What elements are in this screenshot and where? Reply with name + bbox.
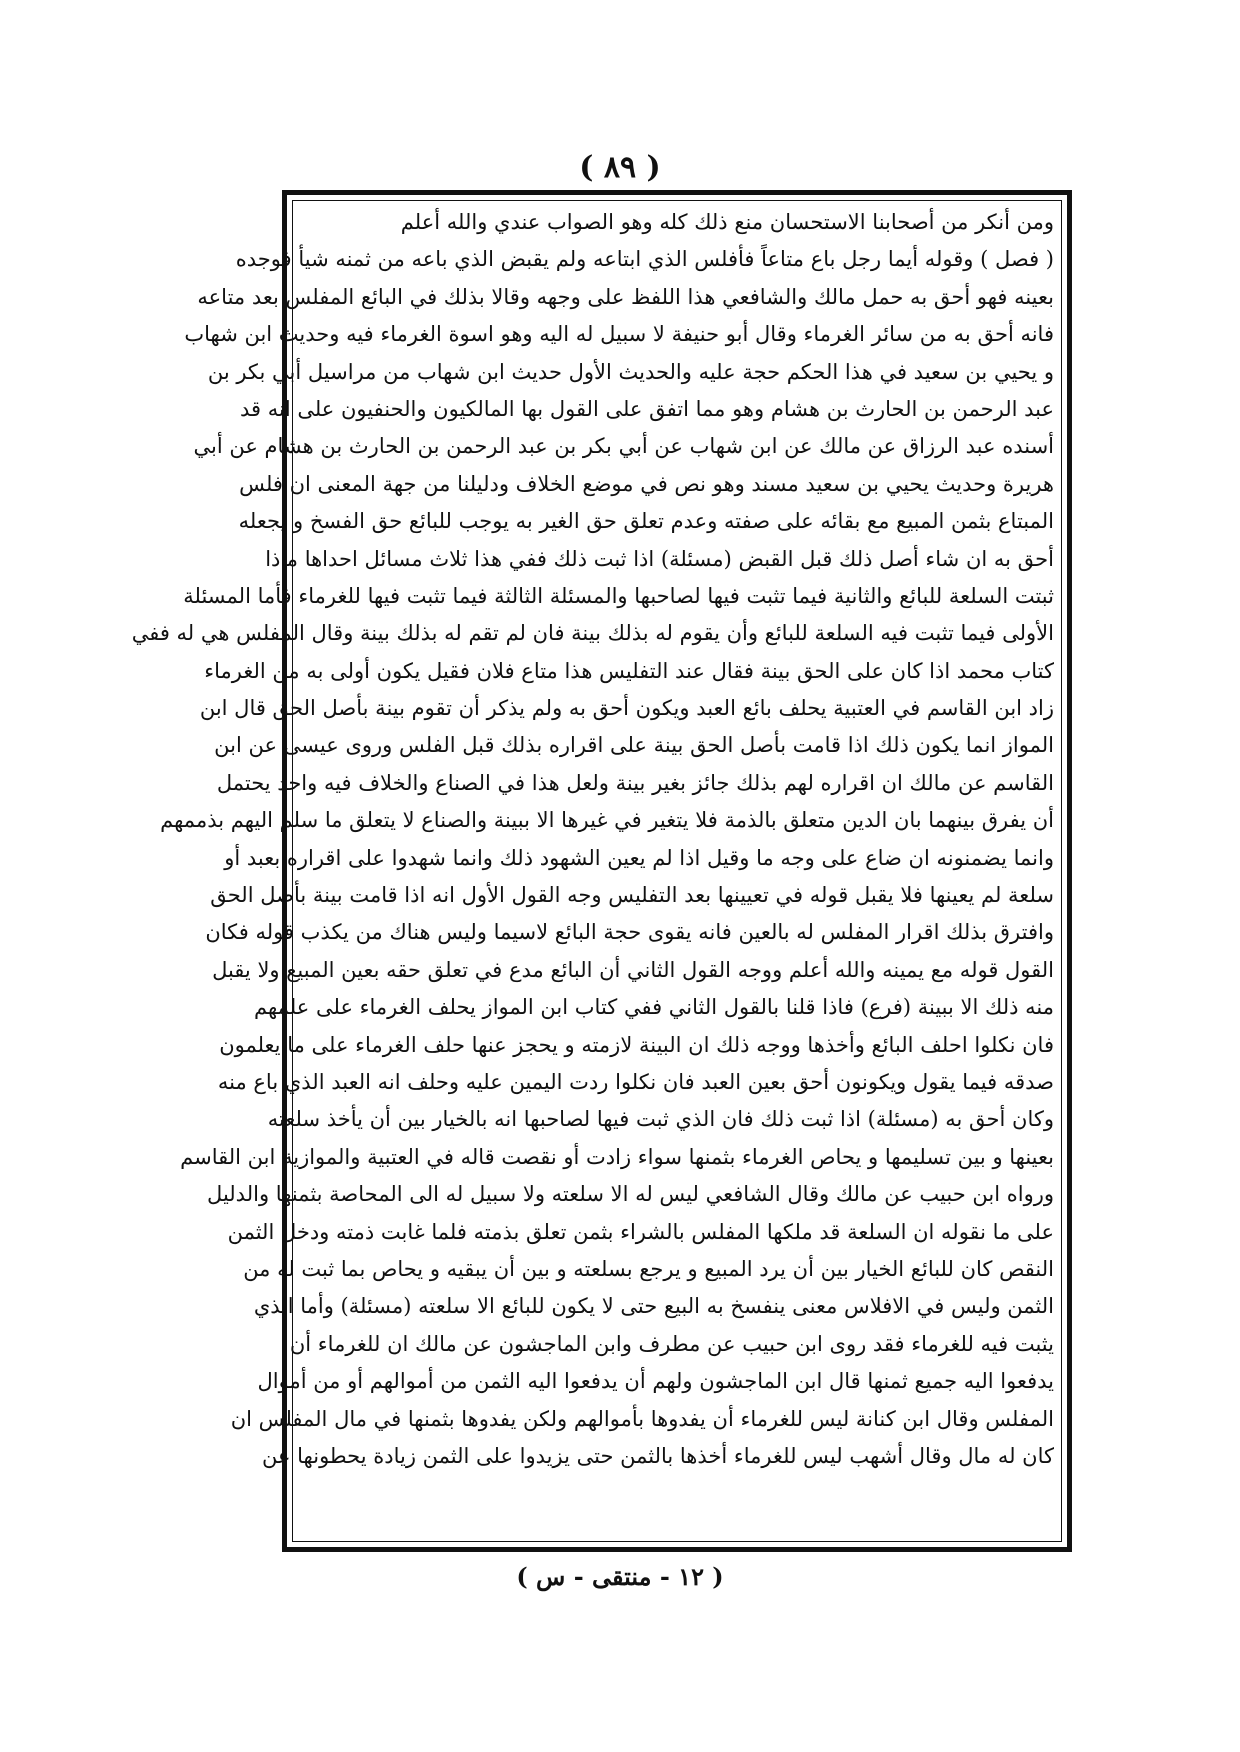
text-line: يدفعوا اليه جميع ثمنها قال ابن الماجشون ولهم أن يدفعوا اليه الثمن من أموالهم أو من أموال (257, 1369, 1054, 1394)
text-line: فان نكلوا احلف البائع وأخذها ووجه ذلك ان البينة لازمته و يحجز عنها حلف الغرماء على ما يعلمون (219, 1032, 1054, 1057)
text-line: هريرة وحديث يحيي بن سعيد مسند وهو نص في موضع الخلاف ودليلنا من جهة المعنى ان فلس (239, 471, 1054, 496)
text-line: وافترق بذلك اقرار المفلس له بالعين فانه يقوى حجة البائع لاسيما وليس هناك من يكذب قوله فكان (205, 920, 1054, 945)
text-line: على ما نقوله ان السلعة قد ملكها المفلس بالشراء بثمن تعلق بذمته فلما غابت ذمته ودخل الثمن (227, 1219, 1054, 1244)
text-line: النقص كان للبائع الخيار بين أن يرد المبيع و يرجع بسلعته و بين أن يبقيه و يحاص بما ثبت له من (243, 1256, 1054, 1281)
text-line: وانما يضمنونه ان ضاع على وجه ما وقيل اذا لم يعين الشهود ذلك وانما شهدوا على اقراره بعبد أو (224, 845, 1054, 870)
text-line: يثبت فيه للغرماء فقد روى ابن حبيب عن مطرف وابن الماجشون عن مالك ان للغرماء أن (289, 1331, 1054, 1356)
text-line: كتاب محمد اذا كان على الحق بينة فقال عند التفليس هذا متاع فلان فقيل يكون أولى به من الغرماء (204, 658, 1054, 683)
text-line: ( فصل ) وقوله أيما رجل باع متاعاً فأفلس الذي ابتاعه ولم يقبض الذي باعه من ثمنه شيأ فوجده (235, 247, 1054, 272)
text-line: بعينه فهو أحق به حمل مالك والشافعي هذا اللفظ على وجهه وقالا بذلك في البائع المفلس بعد متاعه (197, 284, 1054, 309)
text-line: المواز انما يكون ذلك اذا قامت بأصل الحق بينة على اقراره بذلك قبل الفلس وروى عيسى عن ابن (214, 733, 1054, 758)
text-line: وكان أحق به (مسئلة) اذا ثبت ذلك فان الذي ثبت فيها لصاحبها انه بالخيار بين أن يأخذ سلعته (267, 1107, 1054, 1132)
text-line: كان له مال وقال أشهب ليس للغرماء أخذها بالثمن حتى يزيدوا على الثمن زيادة يحطونها عن (261, 1443, 1054, 1468)
text-line: ورواه ابن حبيب عن مالك وقال الشافعي ليس له الا سلعته ولا سبيل له الى المحاصة بثمنها والدليل (207, 1182, 1054, 1207)
text-line: زاد ابن القاسم في العتبية يحلف بائع العبد ويكون أحق به ولم يذكر أن تقوم بينة بأصل الحق قال ابن (199, 696, 1054, 721)
text-line: أن يفرق بينهما بان الدين متعلق بالذمة فلا يتغير في غيرها الا ببينة والصناع لا يتعلق ما سلم اليهم بذممهم (160, 808, 1054, 833)
text-line: القول قوله مع يمينه والله أعلم ووجه القول الثاني أن البائع مدع في تعلق حقه بعين المبيع ولا يقبل (212, 957, 1054, 982)
footer-signature: ( ١٢ - منتقى - س ) (516, 1562, 724, 1591)
text-line: ومن أنكر من أصحابنا الاستحسان منع ذلك كله وهو الصواب عندي والله أعلم (400, 210, 1054, 234)
page-number: ( ٨٩ ) (579, 150, 661, 185)
text-line: أسنده عبد الرزاق عن مالك عن ابن شهاب عن أبي بكر بن عبد الرحمن بن الحارث بن هشام عن أبي (193, 434, 1054, 459)
text-line: المفلس وقال ابن كنانة ليس للغرماء أن يفدوها بأموالهم ولكن يفدوها بثمنها في مال المفلس ان (230, 1406, 1054, 1431)
text-line: أحق به ان شاء أصل ذلك قبل القبض (مسئلة) اذا ثبت ذلك ففي هذا ثلاث مسائل احداها ماذا (265, 546, 1054, 571)
text-line: عبد الرحمن بن الحارث بن هشام وهو مما اتفق على القول بها المالكيون والحنفيون على انه قد (240, 396, 1054, 421)
text-line: المبتاع بثمن المبيع مع بقائه على صفته وعدم تعلق حق الغير به يوجب للبائع حق الفسخ و يجعله (238, 509, 1054, 534)
text-line: و يحيي بن سعيد في هذا الحكم حجة عليه والحديث الأول حديث ابن شهاب من مراسيل أبي بكر بن (207, 359, 1054, 384)
text-line: ثبتت السلعة للبائع والثانية فيما تثبت فيها لصاحبها والمسئلة الثالثة فيما تثبت فيها للغرماء فأما المسئلة (183, 583, 1054, 608)
text-line: بعينها و بين تسليمها و يحاص الغرماء بثمنها سواء زادت أو نقصت قاله في العتبية والموازية ابن القاسم (180, 1144, 1054, 1169)
text-line: سلعة لم يعينها فلا يقبل قوله في تعيينها بعد التفليس وجه القول الأول انه اذا قامت بينة بأصل الحق (210, 883, 1054, 908)
text-line: صدقه فيما يقول ويكونون أحق بعين العبد فان نكلوا ردت اليمين عليه وحلف انه العبد الذي باع منه (217, 1069, 1054, 1094)
text-line: فانه أحق به من سائر الغرماء وقال أبو حنيفة لا سبيل له اليه وهو اسوة الغرماء فيه وحديث ابن شهاب (184, 322, 1054, 347)
body-text (131, 204, 1054, 1475)
text-line: الثمن وليس في الافلاس معنى ينفسخ به البيع حتى لا يكون للبائع الا سلعته (مسئلة) وأما الذي (253, 1294, 1054, 1319)
text-line: الأولى فيما تثبت فيه السلعة للبائع وأن يقوم له بذلك بينة فان لم تقم له بذلك بينة وقال المفلس هي له ففي (131, 621, 1054, 646)
text-line: القاسم عن مالك ان اقراره لهم بذلك جائز بغير بينة ولعل هذا في الصناع والخلاف فيه واحد يحتمل (216, 770, 1054, 795)
text-line: منه ذلك الا ببينة (فرع) فاذا قلنا بالقول الثاني ففي كتاب ابن المواز يحلف الغرماء على علمهم (254, 995, 1054, 1020)
